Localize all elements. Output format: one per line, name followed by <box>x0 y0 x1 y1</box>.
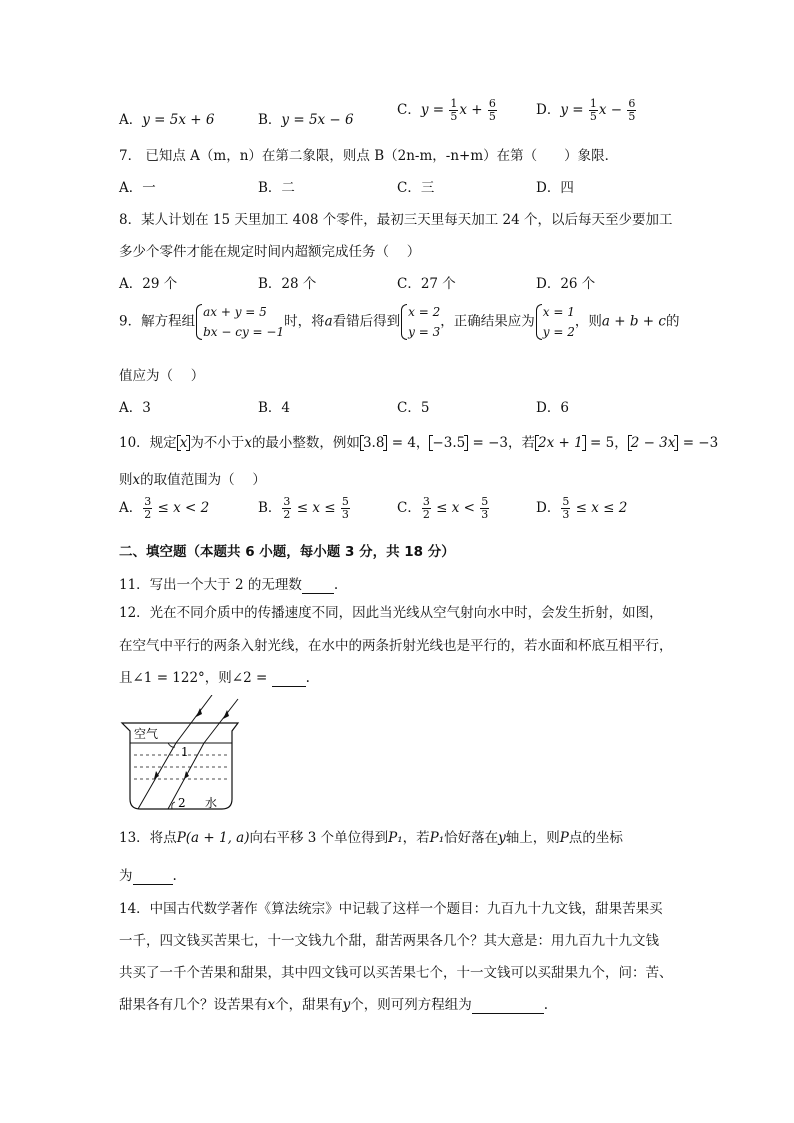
refraction-figure <box>120 695 242 813</box>
q9-stem-line1: 9．解方程组 ax + y = 5 bx − cy = −1 时，将a看错后得到 x = 2 y = 3 ，正确结果应为 x = 1 y = 2 ，则a + b + c的 <box>119 302 679 342</box>
q7-option-b: B．二 <box>258 180 295 196</box>
q9-stem-line2: 值应为（ ） <box>119 368 205 384</box>
q10-option-d: D． $\frac{5}{3}$ ≤ x ≤ 2 <box>536 495 628 521</box>
answer-blank[interactable] <box>133 868 173 885</box>
q12-stem-line1: 12．光在不同介质中的传播速度不同，因此当光线从空气射向水中时，会发生折射，如图， <box>119 605 663 621</box>
incident-ray <box>176 695 212 743</box>
fraction: $\frac{3}{2}$ <box>144 495 152 521</box>
equation-system: x = 2 y = 3 <box>400 302 440 342</box>
fraction: $\frac{1}{5}$ <box>450 97 458 123</box>
fraction: $\frac{5}{3}$ <box>341 495 349 521</box>
q8-option-b: B．28 个 <box>258 276 317 292</box>
q8-option-c: C．27 个 <box>397 276 456 292</box>
q7-option-d: D．四 <box>536 180 574 196</box>
q6-option-a: A．y = 5x + 6 <box>119 112 215 128</box>
fraction: $\frac{1}{5}$ <box>589 97 597 123</box>
q10-option-b: B． $\frac{3}{2}$ ≤ x ≤ $\frac{5}{3}$ <box>258 495 349 521</box>
answer-blank[interactable] <box>302 577 334 594</box>
fraction: $\frac{5}{3}$ <box>562 495 570 521</box>
q14-stem-line2: 一千，四文钱买苦果七，十一文钱九个甜，甜苦两果各几个？其大意是：用九百九十九文钱 <box>119 933 659 949</box>
incident-ray <box>204 699 238 743</box>
fraction: $\frac{6}{5}$ <box>628 97 636 123</box>
q8-option-a: A．29 个 <box>119 276 178 292</box>
q8-stem-line2: 多少个零件才能在规定时间内超额完成任务（ ） <box>119 244 421 260</box>
q6-option-a-expr: y = 5x + 6 <box>142 112 215 128</box>
q14-stem-line4: 甜果各有几个？设苦果有x个，甜果有y个，则可列方程组为 . <box>119 997 549 1013</box>
q9-option-c: C．5 <box>397 400 430 416</box>
q13-stem-line1: 13．将点P(a + 1, a)向右平移 3 个单位得到P₁，若P₁恰好落在y轴上，则P点的坐标 <box>119 830 623 846</box>
equation-system: x = 1 y = 2 <box>535 302 575 342</box>
angle-2-arc <box>172 802 175 809</box>
water-label: 水 <box>205 796 218 810</box>
air-label: 空气 <box>134 727 159 741</box>
q10-stem-line2: 则x的取值范围为（ ） <box>119 472 266 488</box>
q6-option-d: D．y = $\frac{1}{5}$ x − $\frac{6}{5}$ <box>536 97 636 123</box>
q13-stem-line2: 为 . <box>119 868 177 884</box>
q7-option-a: A．一 <box>119 180 156 196</box>
q9-option-b: B．4 <box>258 400 291 416</box>
answer-blank[interactable] <box>272 670 306 687</box>
angle-2-label: 2 <box>178 796 186 810</box>
q6-option-c: C．y = $\frac{1}{5}$ x + $\frac{6}{5}$ <box>397 97 496 123</box>
q8-option-d: D．26 个 <box>536 276 596 292</box>
q7-option-c: C．三 <box>397 180 435 196</box>
fraction: $\frac{3}{2}$ <box>422 495 430 521</box>
q14-stem-line3: 共买了一千个苦果和甜果，其中四文钱可以买苦果七个，十一文钱可以买甜果九个，问：苦、 <box>119 965 673 981</box>
q9-option-d: D．6 <box>536 400 569 416</box>
q14-stem-line1: 14．中国古代数学著作《算法统宗》中记载了这样一个题目：九百九十九文钱，甜果苦果买 <box>119 901 663 917</box>
q10-option-c: C． $\frac{3}{2}$ ≤ x < $\frac{5}{3}$ <box>397 495 489 521</box>
fraction: $\frac{5}{3}$ <box>481 495 489 521</box>
equation-system: ax + y = 5 bx − cy = −1 <box>195 302 284 342</box>
q7-stem: 7． 已知点 A（m，n）在第二象限，则点 B（2n-m，-n+m）在第（ ）象限． <box>119 148 619 164</box>
section-heading: 二、填空题（本题共 6 小题，每小题 3 分，共 18 分） <box>119 544 455 560</box>
angle-1-label: 1 <box>181 745 189 759</box>
q11-stem: 11．写出一个大于 2 的无理数 . <box>119 577 339 593</box>
q6-option-b: B．y = 5x − 6 <box>258 112 354 128</box>
q10-stem-line1: 10．规定 x 为不小于x的最小整数，例如 3.8 = 4， −3.5 = −3，若 2x + 1 = 5， 2 − 3x = −3 <box>119 435 719 451</box>
answer-blank[interactable] <box>472 997 544 1014</box>
fraction: $\frac{3}{2}$ <box>283 495 291 521</box>
q12-stem-line3: 且∠1 = 122°，则∠2 = . <box>119 670 310 686</box>
q12-stem-line2: 在空气中平行的两条入射光线，在水中的两条折射光线也是平行的，若水面和杯底互相平行， <box>119 638 673 654</box>
q8-stem-line1: 8．某人计划在 15 天里加工 408 个零件，最初三天里每天加工 24 个，以后每天至少要加工 <box>119 212 673 228</box>
q6-option-b-expr: y = 5x − 6 <box>281 112 354 128</box>
fraction: $\frac{6}{5}$ <box>488 97 496 123</box>
q9-option-a: A．3 <box>119 400 151 416</box>
q10-option-a: A． $\frac{3}{2}$ ≤ x < 2 <box>119 495 210 521</box>
